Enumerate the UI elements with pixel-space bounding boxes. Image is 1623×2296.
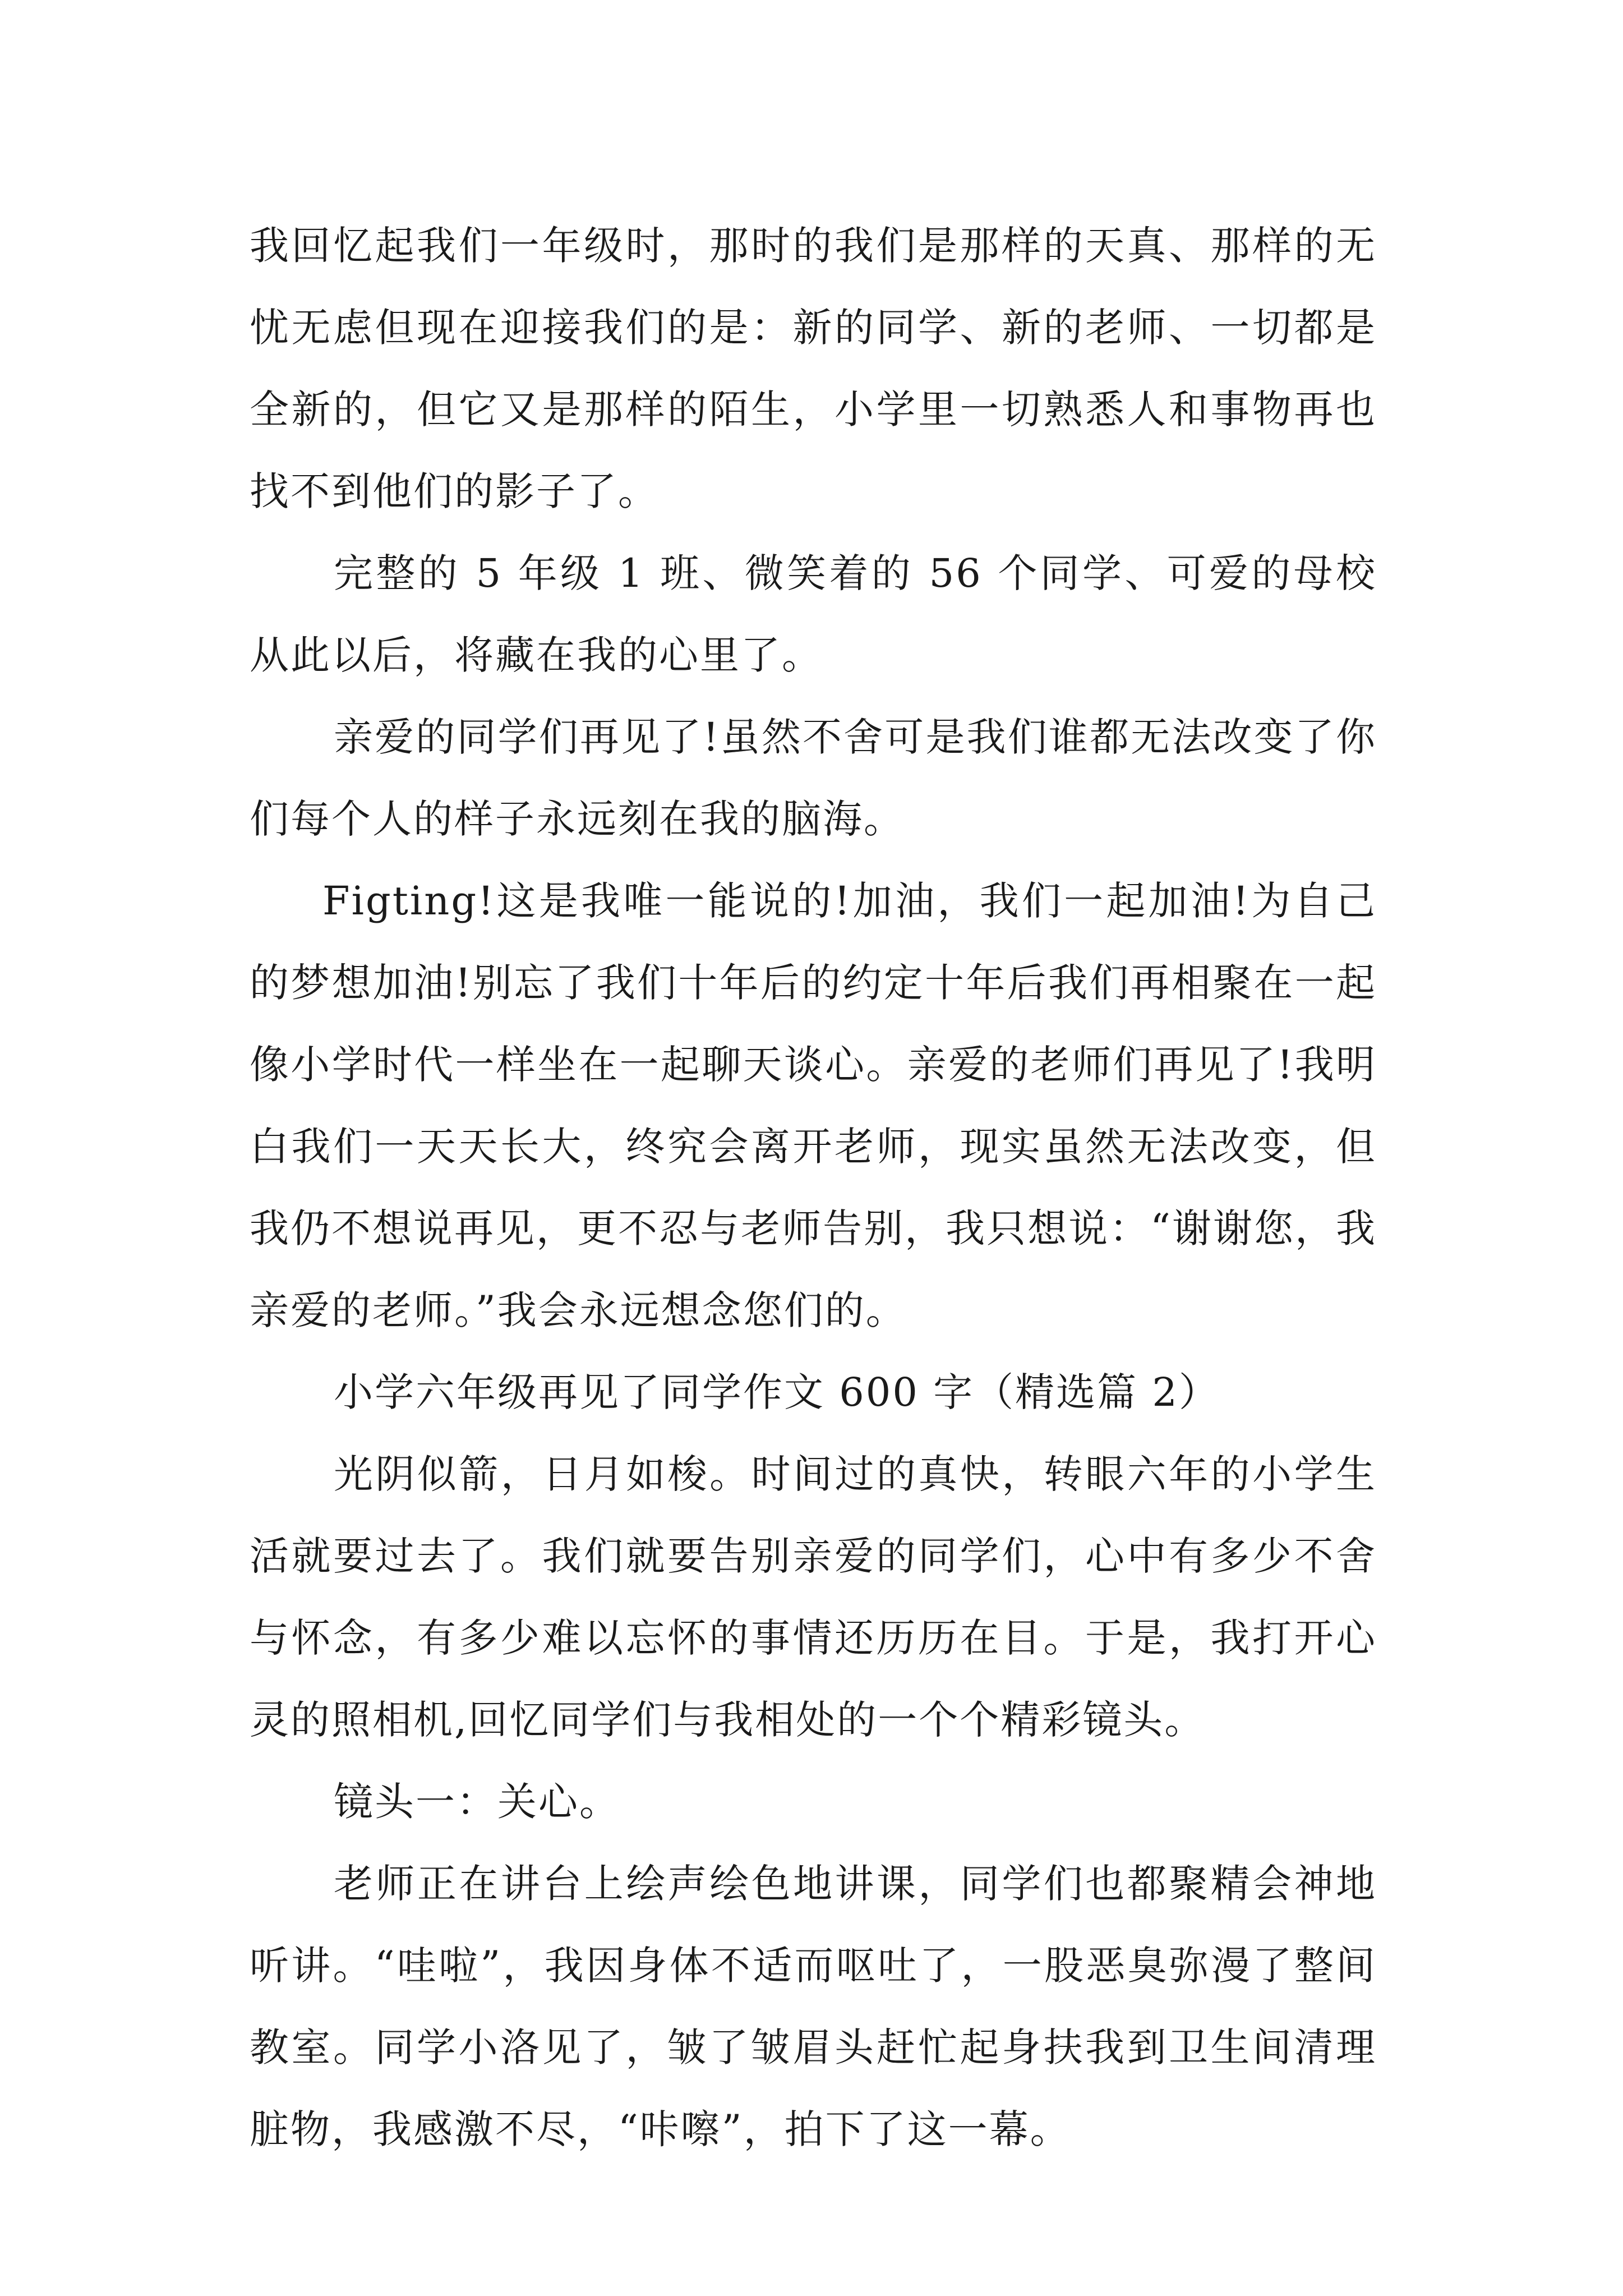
paragraph-farewell-classmates: 亲爱的同学们再见了!虽然不舍可是我们谁都无法改变了你们每个人的样子永远刻在我的脑海。	[250, 714, 1377, 842]
paragraph-time-flies: 光阴似箭，日月如梭。时间过的真快，转眼六年的小学生活就要过去了。我们就要告别亲爱的同学们，心中有多少不舍与怀念，有多少难以忘怀的事情还历历在目。于是，我打开心灵的照相机,回忆同学们与我相处的一个个精彩镜头。	[250, 1451, 1377, 1743]
paragraph-scene-one-title: 镜头一：关心。	[334, 1779, 620, 1825]
paragraph-memories: 我回忆起我们一年级时，那时的我们是那样的天真、那样的无忧无虑但现在迎接我们的是：新的同学、新的老师、一切都是全新的，但它又是那样的陌生，小学里一切熟悉人和事物再也找不到他们的影子了。	[250, 223, 1377, 514]
paragraph-class: 完整的 5 年级 1 班、微笑着的 56 个同学、可爱的母校从此以后，将藏在我的心里了。	[250, 550, 1377, 678]
paragraph-fighting: Figting!这是我唯一能说的!加油，我们一起加油!为自己的梦想加油!别忘了我们十年后的约定十年后我们再相聚在一起像小学时代一样坐在一起聊天谈心。亲爱的老师们再见了!我明白我们一天天长大，终究会离开老师，现实虽然无法改变，但我仍不想说再见，更不忍与老师告别，我只想说：“谢谢您，我亲爱的老师。”我会永远想念您们的。	[250, 878, 1377, 1333]
document-body	[250, 205, 1377, 2170]
essay-heading: 小学六年级再见了同学作文 600 字（精选篇 2）	[334, 1369, 1220, 1415]
paragraph-scene-one: 老师正在讲台上绘声绘色地讲课，同学们也都聚精会神地听讲。“哇啦”，我因身体不适而呕吐了，一股恶臭弥漫了整间教室。同学小洛见了，皱了皱眉头赶忙起身扶我到卫生间清理脏物，我感激不尽，“咔嚓”，拍下了这一幕。	[250, 1861, 1377, 2152]
